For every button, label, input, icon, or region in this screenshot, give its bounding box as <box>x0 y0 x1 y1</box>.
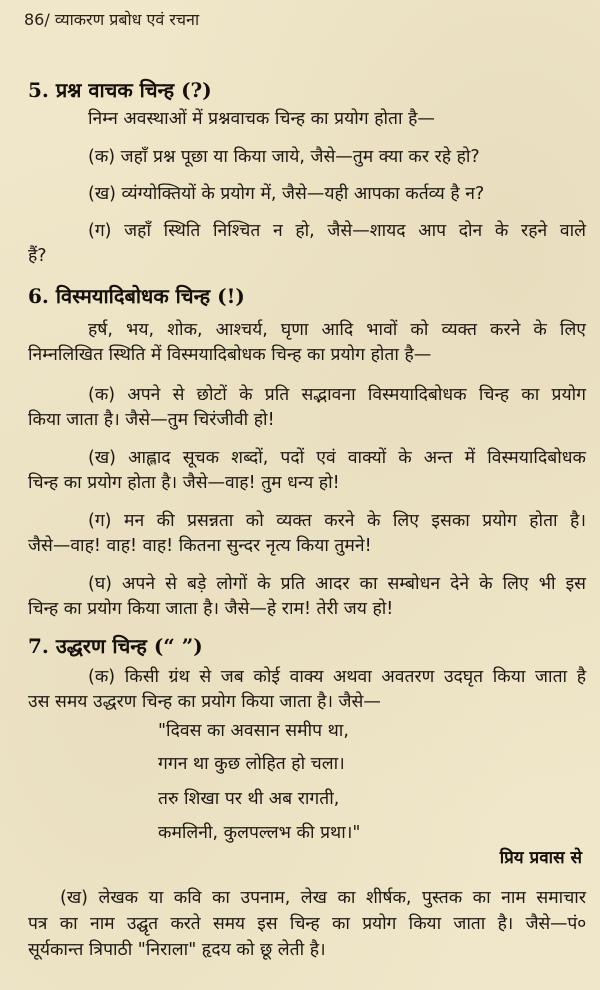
section-7-item-kha-line3: सूर्यकान्त त्रिपाठी "निराला" हृदय को छू लेती है। <box>28 940 326 960</box>
section-5-item-kha: (ख) व्यंग्योक्तियों के प्रयोग में, जैसे—यही आपका कर्तव्य है न? <box>88 184 485 204</box>
section-7-item-ka-line1: (क) किसी ग्रंथ से जब कोई वाक्य अथवा अवतरण उदघृत किया जाता है <box>88 667 586 687</box>
section-6-intro-line2: निम्नलिखित स्थिति में विस्मयादिबोधक चिन्ह का प्रयोग होता है— <box>28 345 432 365</box>
section-6-heading: 6. विस्मयादिबोधक चिन्ह (!) <box>28 284 245 308</box>
section-5-heading: 5. प्रश्न वाचक चिन्ह (?) <box>28 78 212 102</box>
section-6-item-ga-line1: (ग) मन की प्रसन्नता को व्यक्त करने के लिए इसका प्रयोग होता है। <box>88 511 586 531</box>
section-6-item-gha-line2: चिन्ह का प्रयोग किया जाता है। जैसे—हे राम! तेरी जय हो! <box>28 599 394 619</box>
quote-source: प्रिय प्रवास से <box>499 848 582 868</box>
section-6-item-ka-line1: (क) अपने से छोटों के प्रति सद्भावना विस्मयादिबोधक चिन्ह का प्रयोग <box>88 385 586 405</box>
section-7-item-kha-line2: पत्र का नाम उद्घृत करते समय इस चिन्ह का प्रयोग किया जाता है। जैसे—पं० <box>28 914 586 934</box>
section-5-item-ka: (क) जहाँ प्रश्न पूछा या किया जाये, जैसे—तुम क्या कर रहे हो? <box>88 147 480 167</box>
section-6-item-gha-line1: (घ) अपने से बड़े लोगों के प्रति आदर का सम्बोधन देने के लिए भी इस <box>88 574 586 594</box>
poem-line-3: तरु शिखा पर थी अब रागती, <box>158 789 340 809</box>
section-5-item-ga-cont: हैं? <box>28 246 47 266</box>
poem-line-2: गगन था कुछ लोहित हो चला। <box>158 754 345 774</box>
section-5-intro: निम्न अवस्थाओं में प्रश्नवाचक चिन्ह का प्रयोग होता है— <box>88 109 435 129</box>
section-6-intro-line1: हर्ष, भय, शोक, आश्चर्य, घृणा आदि भावों को व्यक्त करने के लिए <box>88 320 586 340</box>
section-6-item-ka-line2: किया जाता है। जैसे—तुम चिरंजीवी हो! <box>28 410 275 430</box>
section-5-item-ga: (ग) जहाँ स्थिति निश्चित न हो, जैसे—शायद आप दोन के रहने वाले <box>88 221 586 241</box>
section-6-item-ga-line2: जैसे—वाह! वाह! वाह! कितना सुन्दर नृत्य किया तुमने! <box>28 536 372 556</box>
section-7-item-ka-line2: उस समय उद्धरण चिन्ह का प्रयोग किया जाता है। जैसे— <box>28 692 381 712</box>
section-6-item-kha-line1: (ख) आह्लाद सूचक शब्दों, पदों एवं वाक्यों के अन्त में विस्मयादिबोधक <box>88 448 586 468</box>
poem-line-1: "दिवस का अवसान समीप था, <box>158 721 349 741</box>
running-head: 86/ व्याकरण प्रबोध एवं रचना <box>24 10 200 29</box>
section-6-item-kha-line2: चिन्ह का प्रयोग होता है। जैसे—वाह! तुम धन्य हो! <box>28 473 340 493</box>
poem-line-4: कमलिनी, कुलपल्लभ की प्रथा।" <box>158 823 361 843</box>
section-7-heading: 7. उद्धरण चिन्ह (“ ”) <box>28 634 203 658</box>
section-7-item-kha-line1: (ख) लेखक या कवि का उपनाम, लेख का शीर्षक, पुस्तक का नाम समाचार <box>60 888 586 908</box>
